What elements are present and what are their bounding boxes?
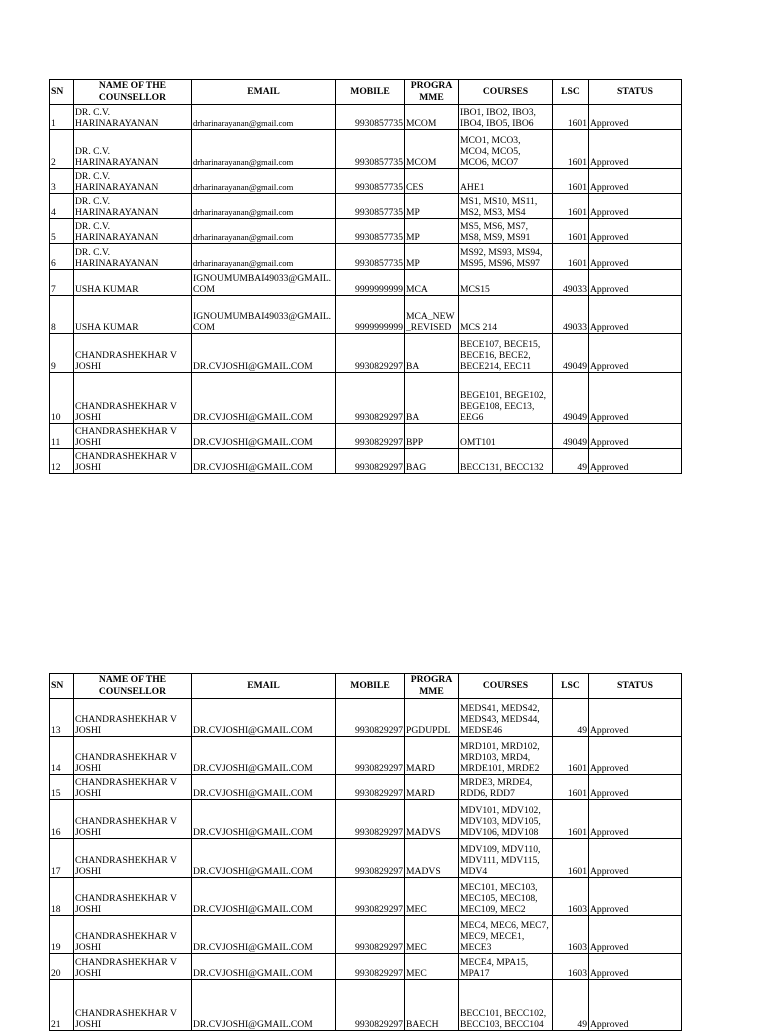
cell-programme: MCA_NEW_REVISED — [405, 296, 459, 334]
cell-sn: 3 — [50, 169, 74, 194]
cell-courses: BEGE101, BEGE102, BEGE108, EEC13, EEG6 — [459, 373, 553, 424]
cell-mobile: 9930829297 — [336, 980, 405, 1031]
cell-courses: MCS 214 — [459, 296, 553, 334]
cell-lsc: 1601 — [553, 194, 589, 219]
cell-status: Approved — [589, 270, 682, 296]
cell-programme: MADVS — [405, 839, 459, 878]
table-row — [50, 194, 682, 219]
cell-courses: MCS15 — [459, 270, 553, 296]
cell-email: DR.CVJOSHI@GMAIL.COM — [192, 775, 336, 800]
table-row — [50, 737, 682, 775]
cell-lsc: 1603 — [553, 878, 589, 916]
cell-lsc: 1601 — [553, 800, 589, 839]
cell-sn: 15 — [50, 775, 74, 800]
cell-lsc: 49033 — [553, 270, 589, 296]
header-lsc: LSC — [553, 80, 589, 105]
cell-programme: MADVS — [405, 800, 459, 839]
header-status: STATUS — [589, 80, 682, 105]
cell-sn: 17 — [50, 839, 74, 878]
cell-sn: 16 — [50, 800, 74, 839]
table-body — [50, 699, 682, 1031]
header-lsc: LSC — [553, 674, 589, 699]
table-row — [50, 244, 682, 270]
cell-lsc: 1601 — [553, 219, 589, 244]
cell-name: CHANDRASHEKHAR V JOSHI — [74, 424, 192, 449]
cell-email: drharinarayanan@gmail.com — [192, 244, 336, 270]
cell-courses: MEDS41, MEDS42, MEDS43, MEDS44, MEDSE46 — [459, 699, 553, 737]
cell-sn: 13 — [50, 699, 74, 737]
cell-status: Approved — [589, 980, 682, 1031]
cell-email: IGNOUMUMBAI49033@GMAIL.COM — [192, 296, 336, 334]
cell-mobile: 9930829297 — [336, 954, 405, 980]
cell-status: Approved — [589, 169, 682, 194]
cell-sn: 19 — [50, 916, 74, 954]
table-row — [50, 775, 682, 800]
cell-programme: MARD — [405, 737, 459, 775]
table-row — [50, 296, 682, 334]
cell-mobile: 9999999999 — [336, 270, 405, 296]
table-row — [50, 980, 682, 1031]
cell-status: Approved — [589, 737, 682, 775]
header-mobile: MOBILE — [336, 80, 405, 105]
cell-lsc: 1603 — [553, 916, 589, 954]
cell-programme: MP — [405, 244, 459, 270]
cell-courses: MEC101, MEC103, MEC105, MEC108, MEC109, MEC2 — [459, 878, 553, 916]
cell-mobile: 9930829297 — [336, 878, 405, 916]
cell-sn: 8 — [50, 296, 74, 334]
header-status: STATUS — [589, 674, 682, 699]
cell-sn: 2 — [50, 130, 74, 169]
cell-email: IGNOUMUMBAI49033@GMAIL.COM — [192, 270, 336, 296]
cell-name: USHA KUMAR — [74, 270, 192, 296]
header-courses: COURSES — [459, 674, 553, 699]
cell-name: CHANDRASHEKHAR V JOSHI — [74, 800, 192, 839]
cell-courses: BECC101, BECC102, BECC103, BECC104 — [459, 980, 553, 1031]
header-email: EMAIL — [192, 80, 336, 105]
cell-programme: MEC — [405, 954, 459, 980]
table-row — [50, 373, 682, 424]
cell-lsc: 49 — [553, 980, 589, 1031]
cell-name: DR. C.V. HARINARAYANAN — [74, 194, 192, 219]
cell-lsc: 49033 — [553, 296, 589, 334]
cell-sn: 4 — [50, 194, 74, 219]
header-sn: SN — [50, 674, 74, 699]
cell-mobile: 9930857735 — [336, 219, 405, 244]
cell-lsc: 1601 — [553, 775, 589, 800]
cell-programme: MCOM — [405, 105, 459, 130]
cell-mobile: 9930857735 — [336, 194, 405, 219]
cell-email: drharinarayanan@gmail.com — [192, 219, 336, 244]
cell-name: CHANDRASHEKHAR V JOSHI — [74, 839, 192, 878]
cell-courses: BECE107, BECE15, BECE16, BECE2, BECE214, EEC11 — [459, 334, 553, 373]
cell-courses: MS1, MS10, MS11, MS2, MS3, MS4 — [459, 194, 553, 219]
cell-courses: MCO1, MCO3, MCO4, MCO5, MCO6, MCO7 — [459, 130, 553, 169]
cell-programme: BA — [405, 334, 459, 373]
cell-mobile: 9930829297 — [336, 449, 405, 474]
cell-email: drharinarayanan@gmail.com — [192, 105, 336, 130]
counsellor-table-2 — [49, 673, 682, 1031]
table-row — [50, 219, 682, 244]
cell-name: CHANDRASHEKHAR V JOSHI — [74, 775, 192, 800]
cell-programme: BAECH — [405, 980, 459, 1031]
cell-courses: BECC131, BECC132 — [459, 449, 553, 474]
table-row — [50, 334, 682, 373]
cell-email: drharinarayanan@gmail.com — [192, 130, 336, 169]
table-row — [50, 839, 682, 878]
cell-email: DR.CVJOSHI@GMAIL.COM — [192, 373, 336, 424]
cell-mobile: 9930857735 — [336, 130, 405, 169]
header-courses: COURSES — [459, 80, 553, 105]
table-row — [50, 130, 682, 169]
cell-programme: MARD — [405, 775, 459, 800]
cell-name: CHANDRASHEKHAR V JOSHI — [74, 878, 192, 916]
cell-programme: MP — [405, 194, 459, 219]
cell-email: DR.CVJOSHI@GMAIL.COM — [192, 737, 336, 775]
cell-sn: 5 — [50, 219, 74, 244]
cell-email: DR.CVJOSHI@GMAIL.COM — [192, 954, 336, 980]
header-name: NAME OF THE COUNSELLOR — [74, 80, 192, 105]
cell-programme: BAG — [405, 449, 459, 474]
cell-status: Approved — [589, 699, 682, 737]
cell-email: DR.CVJOSHI@GMAIL.COM — [192, 424, 336, 449]
cell-programme: MCA — [405, 270, 459, 296]
cell-status: Approved — [589, 954, 682, 980]
cell-mobile: 9930857735 — [336, 105, 405, 130]
cell-programme: MEC — [405, 878, 459, 916]
cell-status: Approved — [589, 219, 682, 244]
cell-email: DR.CVJOSHI@GMAIL.COM — [192, 334, 336, 373]
cell-mobile: 9930829297 — [336, 800, 405, 839]
cell-status: Approved — [589, 105, 682, 130]
cell-name: CHANDRASHEKHAR V JOSHI — [74, 916, 192, 954]
cell-programme: BPP — [405, 424, 459, 449]
cell-lsc: 49 — [553, 699, 589, 737]
cell-lsc: 1601 — [553, 737, 589, 775]
cell-courses: MS92, MS93, MS94, MS95, MS96, MS97 — [459, 244, 553, 270]
cell-sn: 21 — [50, 980, 74, 1031]
cell-email: DR.CVJOSHI@GMAIL.COM — [192, 449, 336, 474]
cell-status: Approved — [589, 839, 682, 878]
cell-status: Approved — [589, 916, 682, 954]
cell-programme: CES — [405, 169, 459, 194]
cell-name: CHANDRASHEKHAR V JOSHI — [74, 954, 192, 980]
cell-email: DR.CVJOSHI@GMAIL.COM — [192, 916, 336, 954]
cell-sn: 20 — [50, 954, 74, 980]
cell-courses: MEC4, MEC6, MEC7, MEC9, MECE1, MECE3 — [459, 916, 553, 954]
cell-programme: MCOM — [405, 130, 459, 169]
table-row — [50, 954, 682, 980]
cell-courses: MECE4, MPA15, MPA17 — [459, 954, 553, 980]
cell-sn: 7 — [50, 270, 74, 296]
cell-courses: MRDE3, MRDE4, RDD6, RDD7 — [459, 775, 553, 800]
cell-sn: 11 — [50, 424, 74, 449]
cell-status: Approved — [589, 130, 682, 169]
cell-status: Approved — [589, 878, 682, 916]
table-row — [50, 699, 682, 737]
cell-sn: 18 — [50, 878, 74, 916]
cell-status: Approved — [589, 296, 682, 334]
cell-status: Approved — [589, 775, 682, 800]
cell-email: DR.CVJOSHI@GMAIL.COM — [192, 699, 336, 737]
cell-programme: BA — [405, 373, 459, 424]
cell-courses: MDV101, MDV102, MDV103, MDV105, MDV106, MDV108 — [459, 800, 553, 839]
header-name: NAME OF THE COUNSELLOR — [74, 674, 192, 699]
cell-lsc: 49049 — [553, 334, 589, 373]
cell-email: DR.CVJOSHI@GMAIL.COM — [192, 839, 336, 878]
cell-courses: MS5, MS6, MS7, MS8, MS9, MS91 — [459, 219, 553, 244]
cell-status: Approved — [589, 449, 682, 474]
cell-lsc: 49049 — [553, 373, 589, 424]
cell-status: Approved — [589, 424, 682, 449]
cell-status: Approved — [589, 194, 682, 219]
table-row — [50, 916, 682, 954]
cell-programme: MP — [405, 219, 459, 244]
cell-sn: 9 — [50, 334, 74, 373]
cell-mobile: 9930829297 — [336, 699, 405, 737]
cell-sn: 6 — [50, 244, 74, 270]
header-programme: PROGRA MME — [405, 674, 459, 699]
cell-name: DR. C.V. HARINARAYANAN — [74, 130, 192, 169]
cell-courses: MDV109, MDV110, MDV111, MDV115, MDV4 — [459, 839, 553, 878]
cell-mobile: 9930829297 — [336, 373, 405, 424]
cell-mobile: 9930829297 — [336, 334, 405, 373]
cell-name: CHANDRASHEKHAR V JOSHI — [74, 449, 192, 474]
cell-status: Approved — [589, 244, 682, 270]
cell-mobile: 9930829297 — [336, 737, 405, 775]
cell-lsc: 49 — [553, 449, 589, 474]
cell-mobile: 9930829297 — [336, 775, 405, 800]
table-body — [50, 105, 682, 474]
cell-courses: IBO1, IBO2, IBO3, IBO4, IBO5, IBO6 — [459, 105, 553, 130]
table-row — [50, 800, 682, 839]
cell-name: CHANDRASHEKHAR V JOSHI — [74, 699, 192, 737]
cell-status: Approved — [589, 800, 682, 839]
cell-sn: 12 — [50, 449, 74, 474]
cell-mobile: 9930829297 — [336, 916, 405, 954]
cell-sn: 1 — [50, 105, 74, 130]
cell-programme: MEC — [405, 916, 459, 954]
cell-name: USHA KUMAR — [74, 296, 192, 334]
table-row — [50, 270, 682, 296]
cell-lsc: 1603 — [553, 954, 589, 980]
cell-name: CHANDRASHEKHAR V JOSHI — [74, 737, 192, 775]
cell-courses: AHE1 — [459, 169, 553, 194]
cell-lsc: 1601 — [553, 244, 589, 270]
cell-mobile: 9930857735 — [336, 169, 405, 194]
table-header — [50, 674, 682, 699]
table-row — [50, 169, 682, 194]
header-mobile: MOBILE — [336, 674, 405, 699]
cell-lsc: 1601 — [553, 839, 589, 878]
counsellor-table-1 — [49, 79, 682, 474]
header-programme: PROGRA MME — [405, 80, 459, 105]
cell-name: CHANDRASHEKHAR V JOSHI — [74, 373, 192, 424]
header-sn: SN — [50, 80, 74, 105]
cell-mobile: 9930829297 — [336, 839, 405, 878]
cell-status: Approved — [589, 334, 682, 373]
cell-lsc: 1601 — [553, 105, 589, 130]
cell-programme: PGDUPDL — [405, 699, 459, 737]
table-row — [50, 878, 682, 916]
cell-mobile: 9999999999 — [336, 296, 405, 334]
cell-name: DR. C.V. HARINARAYANAN — [74, 169, 192, 194]
cell-sn: 14 — [50, 737, 74, 775]
cell-lsc: 49049 — [553, 424, 589, 449]
cell-email: DR.CVJOSHI@GMAIL.COM — [192, 878, 336, 916]
cell-sn: 10 — [50, 373, 74, 424]
cell-lsc: 1601 — [553, 169, 589, 194]
cell-email: drharinarayanan@gmail.com — [192, 169, 336, 194]
table-row — [50, 449, 682, 474]
cell-email: DR.CVJOSHI@GMAIL.COM — [192, 800, 336, 839]
cell-email: drharinarayanan@gmail.com — [192, 194, 336, 219]
table-row — [50, 424, 682, 449]
cell-courses: MRD101, MRD102, MRD103, MRD4, MRDE101, MRDE2 — [459, 737, 553, 775]
table-row — [50, 105, 682, 130]
cell-name: DR. C.V. HARINARAYANAN — [74, 244, 192, 270]
cell-status: Approved — [589, 373, 682, 424]
table-header — [50, 80, 682, 105]
header-email: EMAIL — [192, 674, 336, 699]
cell-courses: OMT101 — [459, 424, 553, 449]
cell-name: DR. C.V. HARINARAYANAN — [74, 105, 192, 130]
cell-name: CHANDRASHEKHAR V JOSHI — [74, 334, 192, 373]
cell-lsc: 1601 — [553, 130, 589, 169]
cell-mobile: 9930829297 — [336, 424, 405, 449]
cell-name: CHANDRASHEKHAR V JOSHI — [74, 980, 192, 1031]
cell-email: DR.CVJOSHI@GMAIL.COM — [192, 980, 336, 1031]
cell-name: DR. C.V. HARINARAYANAN — [74, 219, 192, 244]
cell-mobile: 9930857735 — [336, 244, 405, 270]
